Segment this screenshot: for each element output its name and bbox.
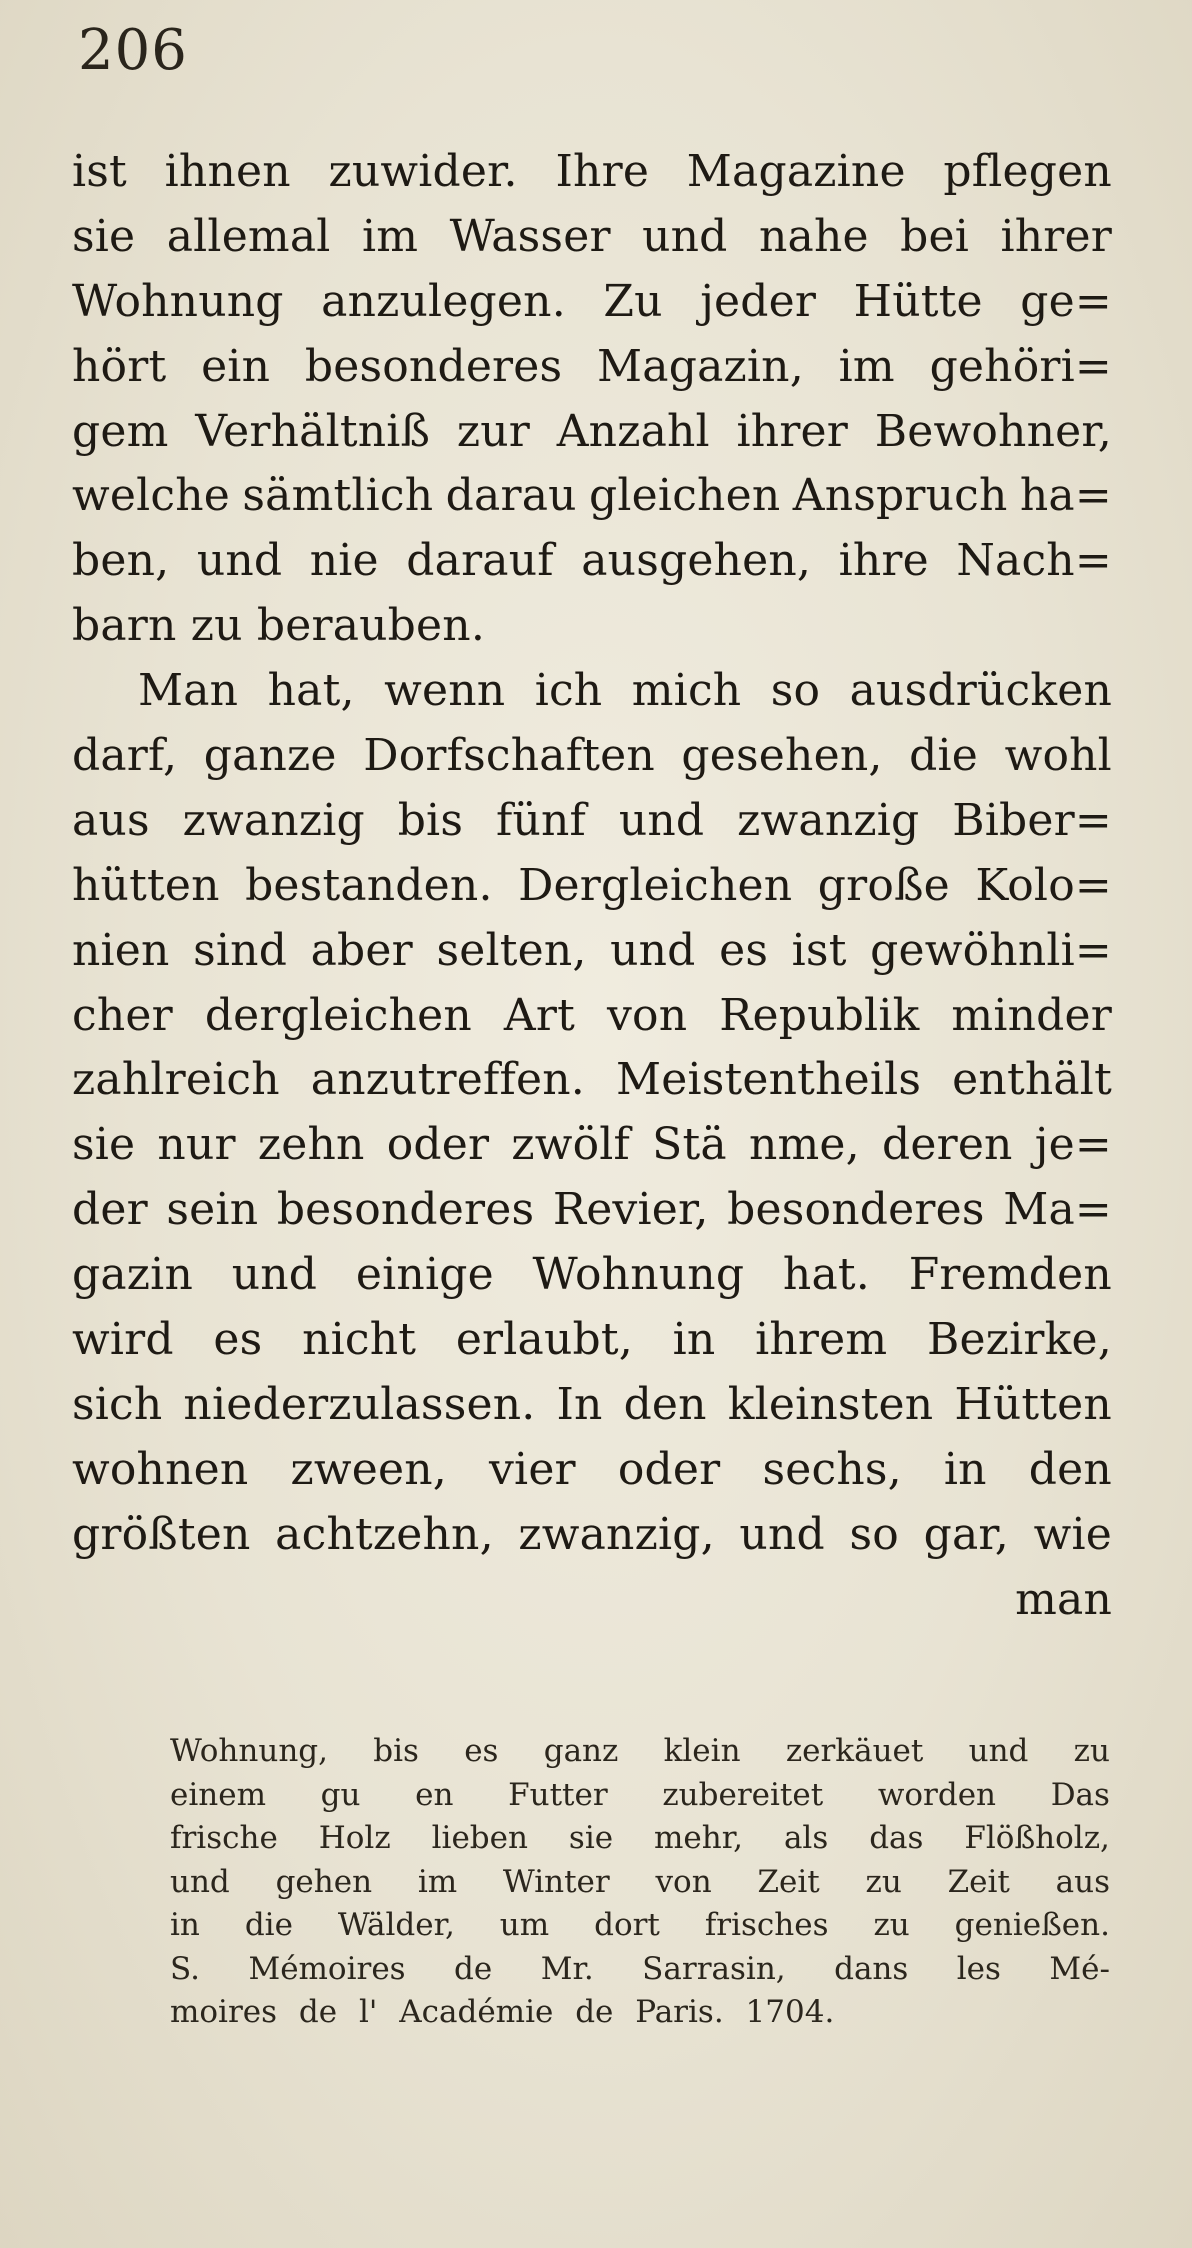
footnote-line: moires de l' Académie de Paris. 1704.: [170, 1994, 835, 2030]
body-text-line: Wohnung anzulegen. Zu jeder Hütte ge=: [72, 275, 1112, 327]
body-text-line: man: [1015, 1573, 1112, 1625]
body-text-line: aus zwanzig bis fünf und zwanzig Biber=: [72, 794, 1112, 846]
body-text-line: gem Verhältniß zur Anzahl ihrer Bewohner,: [72, 405, 1112, 457]
body-text-line: ben, und nie darauf ausgehen, ihre Nach=: [72, 535, 1112, 587]
body-text-line: cher dergleichen Art von Republik minder: [72, 989, 1112, 1041]
body-text-line: größten achtzehn, zwanzig, und so gar, wie: [72, 1508, 1112, 1560]
footnote-line: Wohnung, bis es ganz klein zerkäuet und zu: [170, 1733, 1110, 1769]
body-text-line: welche sämtlich darau gleichen Anspruch ha=: [72, 470, 1112, 522]
body-text-line: wird es nicht erlaubt, in ihrem Bezirke,: [72, 1314, 1112, 1366]
body-text-line: Man hat, wenn ich mich so ausdrücken: [138, 665, 1112, 717]
footnote-line: und gehen im Winter von Zeit zu Zeit aus: [170, 1863, 1110, 1900]
body-text: [72, 140, 1112, 1632]
body-text-line: sie allemal im Wasser und nahe bei ihrer: [72, 210, 1112, 262]
footnote-line: S. Mémoires de Mr. Sarrasin, dans les Mé-: [170, 1950, 1110, 1987]
footnote: [170, 1730, 1110, 2035]
footnote-line: frische Holz lieben sie mehr, als das Flößholz,: [170, 1820, 1110, 1856]
body-text-line: darf, ganze Dorfschaften gesehen, die wohl: [72, 730, 1112, 782]
body-text-line: sie nur zehn oder zwölf Stä nme, deren je=: [72, 1119, 1112, 1171]
body-text-line: hört ein besonderes Magazin, im gehöri=: [72, 340, 1112, 392]
body-text-line: wohnen zween, vier oder sechs, in den: [72, 1443, 1112, 1495]
body-text-line: sich niederzulassen. In den kleinsten Hütten: [72, 1378, 1112, 1430]
body-text-line: der sein besonderes Revier, besonderes Ma=: [72, 1184, 1112, 1236]
body-text-line: barn zu berauben.: [72, 600, 486, 652]
footnote-line: in die Wälder, um dort frisches zu genießen.: [170, 1907, 1110, 1943]
footnote-line: einem gu en Futter zubereitet worden Das: [170, 1776, 1110, 1813]
body-text-line: zahlreich anzutreffen. Meistentheils enthält: [72, 1054, 1112, 1106]
body-text-line: hütten bestanden. Dergleichen große Kolo=: [72, 859, 1112, 911]
body-text-line: ist ihnen zuwider. Ihre Magazine pflegen: [72, 146, 1112, 197]
body-text-line: gazin und einige Wohnung hat. Fremden: [72, 1249, 1112, 1301]
body-text-line: nien sind aber selten, und es ist gewöhnli=: [72, 924, 1112, 976]
page-number: 206: [78, 18, 188, 83]
